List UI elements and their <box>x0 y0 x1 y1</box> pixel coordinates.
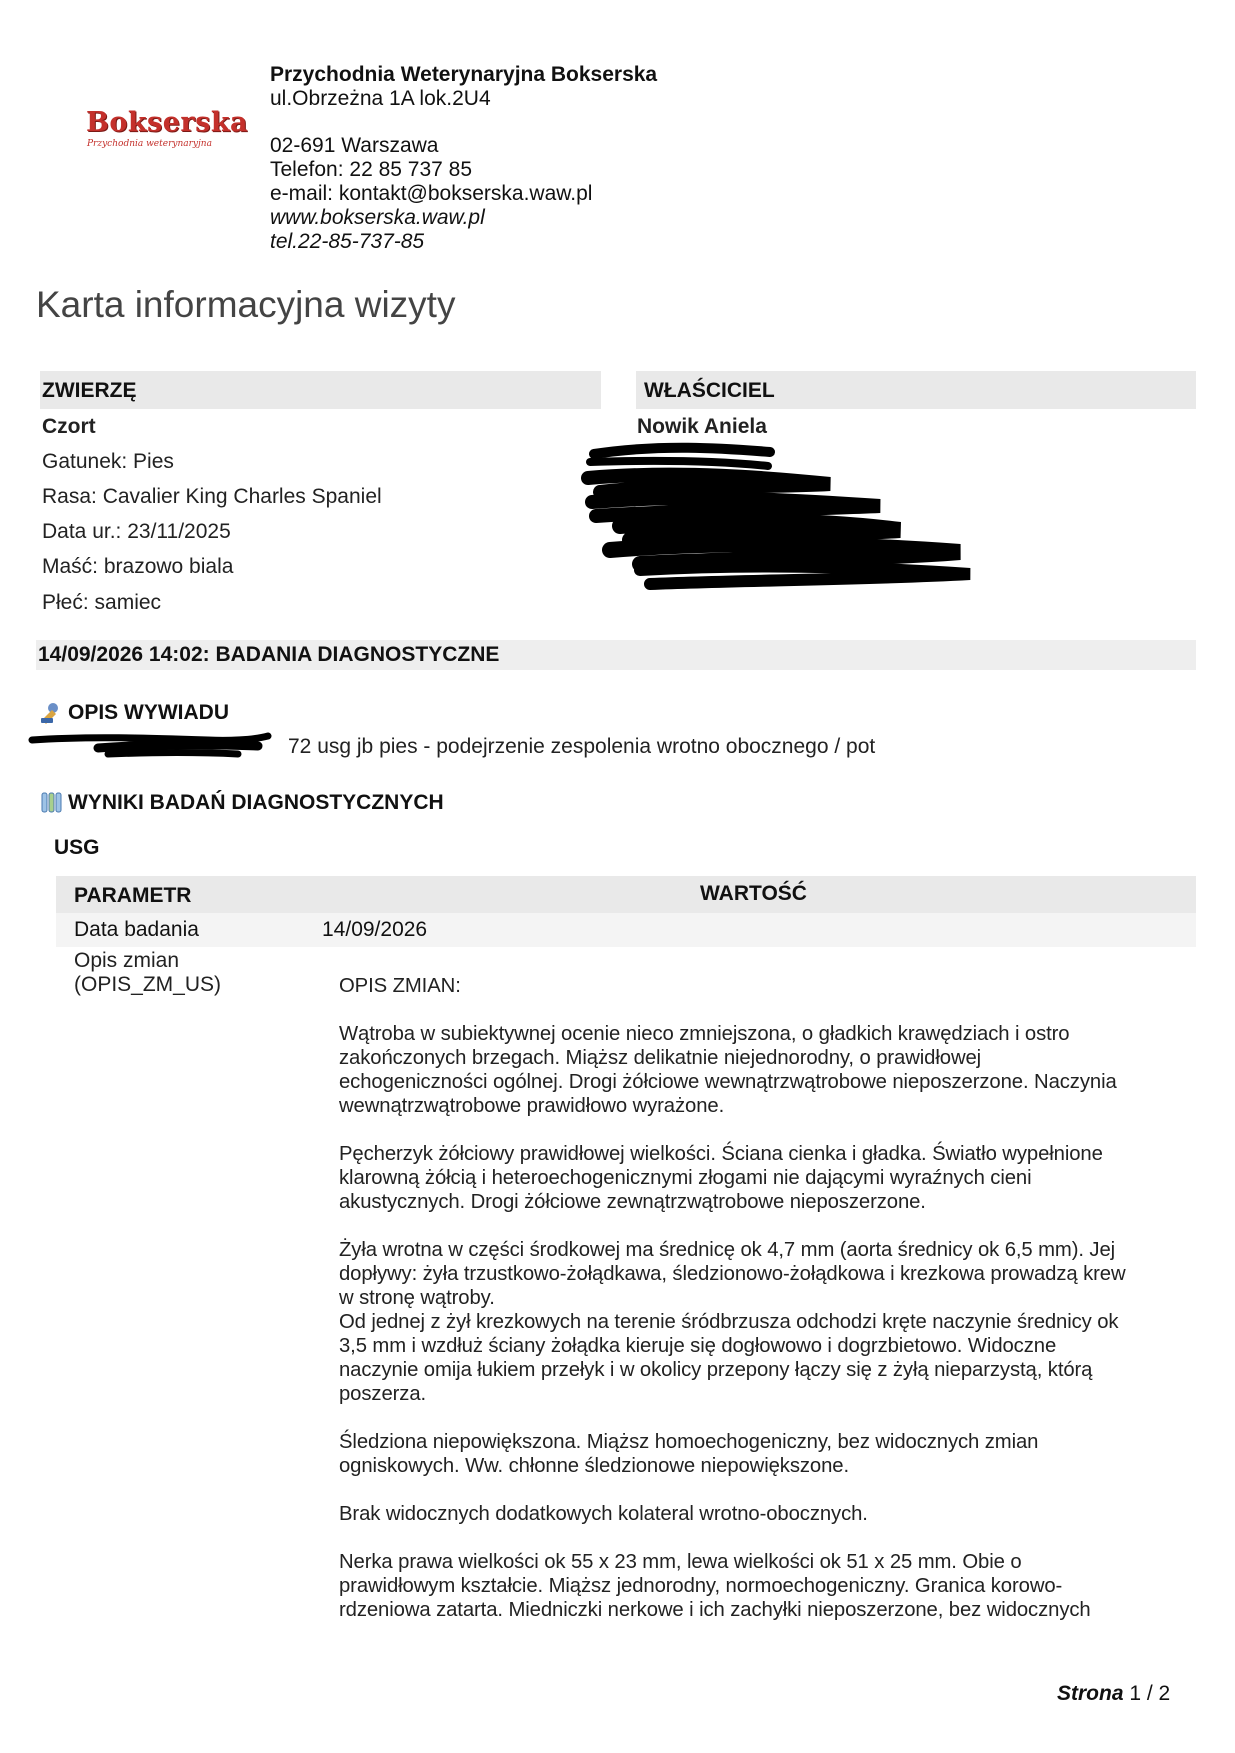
text-line: Brak widocznych dodatkowych kolateral wrotno-obocznych. <box>339 1503 868 1525</box>
text-line: rdzeniowa zatarta. Miedniczki nerkowe i ich zachyłki nieposzerzone, bez widocznych <box>339 1599 1091 1621</box>
text-line: ogniskowych. Ww. chłonne śledzionowe niepowiększone. <box>339 1455 850 1477</box>
clinic-tel: tel.22-85-737-85 <box>270 230 425 253</box>
row-param-code: (OPIS_ZM_US) <box>74 973 222 996</box>
table-row <box>56 913 1196 947</box>
animal-species: Gatunek: Pies <box>42 450 174 473</box>
text-line: Wątroba w subiektywnej ocenie nieco zmniejszona, o gładkich krawędziach i ostro <box>339 1023 1070 1045</box>
owner-name: Nowik Aniela <box>637 415 767 438</box>
history-text: 72 usg jb pies - podejrzenie zespolenia wrotno obocznego / pot <box>288 735 876 758</box>
text-line: dopływy: żyła trzustkowo-żołądkawa, śledzionowo-żołądkowa i krezkowa prowadzą krew <box>339 1263 1126 1285</box>
test-tubes-icon <box>38 790 64 816</box>
clinic-name: Przychodnia Weterynaryjna Bokserska <box>270 63 658 86</box>
clinic-phone: Telefon: 22 85 737 85 <box>270 158 473 181</box>
animal-birth-date: Data ur.: 23/11/2025 <box>42 520 231 543</box>
clinic-info <box>270 63 657 254</box>
page-current: 1 <box>1129 1682 1142 1705</box>
animal-name: Czort <box>42 415 96 438</box>
text-line: Żyła wrotna w części środkowej ma średnicę ok 4,7 mm (aorta średnicy ok 6,5 mm). Jej <box>339 1239 1116 1261</box>
text-line: 3,5 mm i wzdłuż ściany żołądka kieruje się dogłowowo i dogrzbietowo. Widoczne <box>339 1335 1057 1357</box>
animal-color: Maść: brazowo biala <box>42 555 234 578</box>
col-value: WARTOŚĆ <box>700 882 807 905</box>
results-table-header <box>56 876 1196 913</box>
row-param-line: Opis zmian <box>74 949 180 972</box>
text-line: Nerka prawa wielkości ok 55 x 23 mm, lewa wielkości ok 51 x 25 mm. Obie o <box>339 1551 1022 1573</box>
history-section-header <box>38 700 229 726</box>
text-line: w stronę wątroby. <box>339 1287 495 1309</box>
row-param: Data badania <box>74 918 199 941</box>
clinic-logo <box>86 108 254 150</box>
text-line: poszerza. <box>339 1383 427 1405</box>
visit-header-bar <box>36 640 1196 670</box>
text-line: Od jednej z żył krezkowych na terenie śródbrzusza odchodzi kręte naczynie średnicy ok <box>339 1311 1119 1333</box>
text-line: akustycznych. Drogi żółciowe zewnątrzwątrobowe nieposzerzone. <box>339 1191 926 1213</box>
results-section-header <box>38 790 444 816</box>
page-total: / 2 <box>1146 1682 1171 1705</box>
history-redaction-scribble <box>28 726 278 766</box>
findings-title: OPIS ZMIAN: <box>339 975 461 997</box>
clinic-website: www.bokserska.waw.pl <box>270 206 485 229</box>
interview-icon <box>38 700 64 726</box>
clinic-city: 02-691 Warszawa <box>270 134 439 157</box>
clinic-address: ul.Obrzeżna 1A lok.2U4 <box>270 87 491 110</box>
col-param: PARAMETR <box>74 884 192 907</box>
animal-sex: Płeć: samiec <box>42 591 162 614</box>
text-line: klarowną żółcią i heteroechogenicznymi złogami nie dającymi wyraźnych cieni <box>339 1167 1032 1189</box>
logo-subtext: Przychodnia weterynaryjna <box>87 139 212 149</box>
findings-paragraph-gallbladder <box>339 1142 1199 1214</box>
text-line: wewnątrzwątrobowe prawidłowo wyrażone. <box>339 1095 725 1117</box>
text-line: echogeniczności ogólnej. Drogi żółciowe wewnątrzwątrobowe nieposzerzone. Naczynia <box>339 1071 1117 1093</box>
document-title: Karta informacyjna wizyty <box>36 284 456 325</box>
findings-paragraph-collaterals <box>339 1502 1199 1526</box>
findings-paragraph-spleen <box>339 1430 1199 1478</box>
text-line: Śledziona niepowiększona. Miąższ homoechogeniczny, bez widocznych zmian <box>339 1431 1039 1453</box>
findings-paragraph-portal-vein <box>339 1238 1199 1406</box>
history-header: OPIS WYWIADU <box>68 701 229 724</box>
text-line: prawidłowym kształcie. Miąższ jednorodny, normoechogeniczny. Granica korowo- <box>339 1575 1063 1597</box>
row-value: 14/09/2026 <box>322 918 428 941</box>
text-line: zakończonych brzegach. Miąższ delikatnie niejednorodny, o prawidłowej <box>339 1047 982 1069</box>
findings-paragraph-kidneys <box>339 1550 1199 1622</box>
owner-header: WŁAŚCICIEL <box>644 379 775 402</box>
clinic-email: e-mail: kontakt@bokserska.waw.pl <box>270 182 593 205</box>
row-param-description <box>74 949 221 997</box>
text-line: Pęcherzyk żółciowy prawidłowej wielkości. Ściana cienka i gładka. Światło wypełnione <box>339 1143 1103 1165</box>
page-number <box>1057 1682 1170 1706</box>
animal-header-bar <box>40 371 601 409</box>
findings-paragraph-liver <box>339 1022 1199 1118</box>
findings-description <box>339 974 1199 1646</box>
results-header: WYNIKI BADAŃ DIAGNOSTYCZNYCH <box>68 791 444 814</box>
text-line: naczynie omija łukiem przełyk i w okolicy przepony łączy się z żyłą nieparzystą, którą <box>339 1359 1093 1381</box>
exam-type: USG <box>54 836 100 859</box>
animal-header: ZWIERZĘ <box>42 379 137 402</box>
logo-text: Bokserska <box>86 107 249 138</box>
page-label: Strona <box>1057 1682 1124 1705</box>
visit-header: 14/09/2026 14:02: BADANIA DIAGNOSTYCZNE <box>38 643 500 666</box>
redaction-scribble <box>580 440 1000 600</box>
animal-breed: Rasa: Cavalier King Charles Spaniel <box>42 485 382 508</box>
owner-header-bar <box>636 371 1196 409</box>
